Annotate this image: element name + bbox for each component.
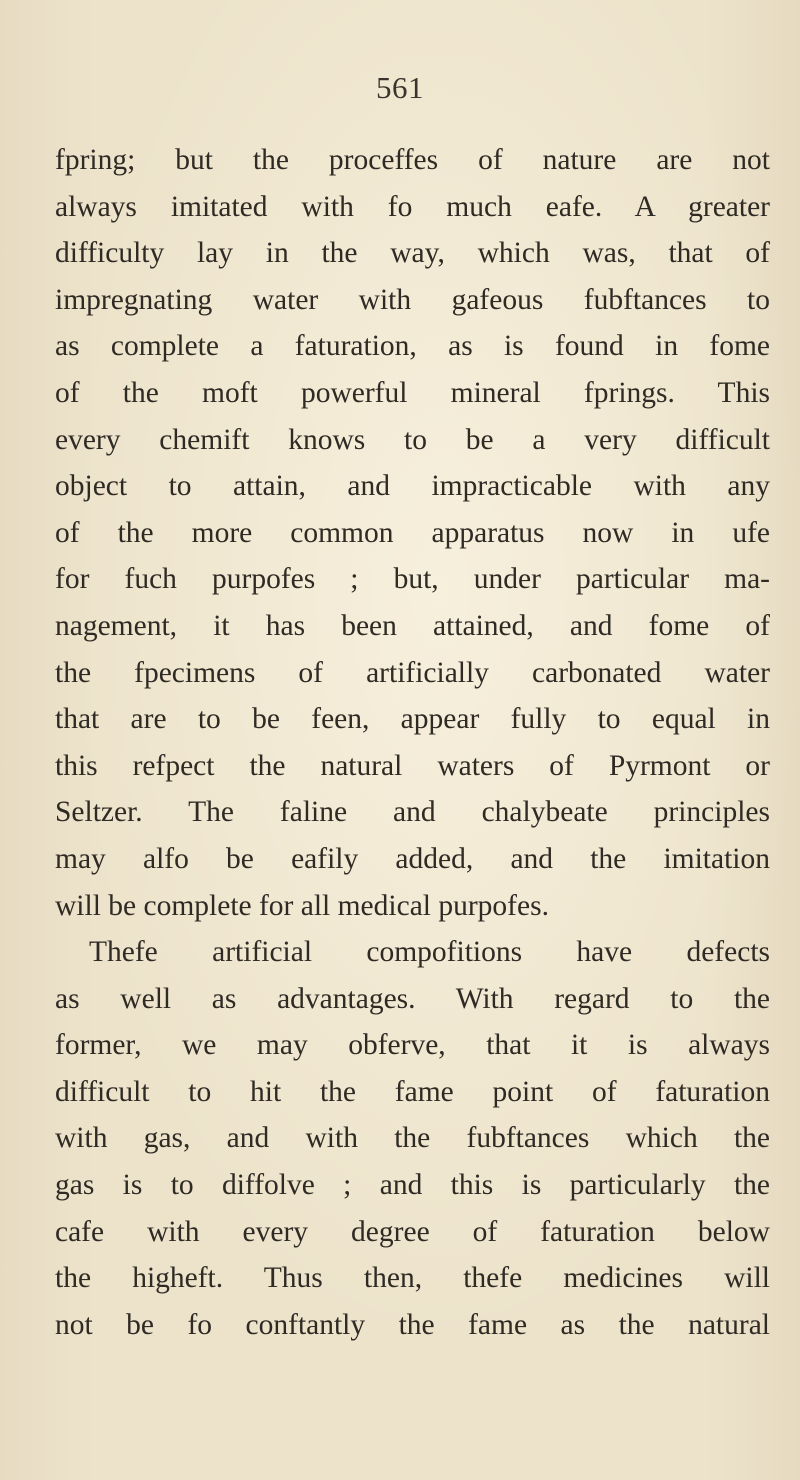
text-line: that are to be feen, appear fully to equal in [55,703,770,736]
text-line: as well as advantages. With regard to the [55,982,770,1015]
text-line: for fuch purpofes ; but, under particular ma- [55,563,770,596]
text-line: former, we may obferve, that it is always [55,1029,770,1062]
text-line: may alfo be eafily added, and the imitation [55,842,770,875]
text-line: fpring; but the proceffes of nature are not [55,144,770,176]
text-line: will be complete for all medical purpofes. [55,889,549,922]
text-line: difficulty lay in the way, which was, that of [55,237,770,270]
text-line: cafe with every degree of faturation below [55,1215,770,1248]
text-line: every chemift knows to be a very difficult [55,423,770,456]
paragraph-first-line: Thefe artificial compofitions have defects [89,936,770,969]
text-line: the fpecimens of artificially carbonated water [55,656,770,689]
text-line: not be fo conftantly the fame as the natural [55,1308,770,1341]
page-number: 561 [376,70,424,105]
text-line: Seltzer. The faline and chalybeate principles [55,796,770,829]
body-text [55,137,770,1348]
text-line: object to attain, and impracticable with any [55,470,770,503]
text-line: of the moft powerful mineral fprings. This [55,376,770,409]
text-line: difficult to hit the fame point of faturation [55,1075,770,1108]
text-line: the higheft. Thus then, thefe medicines will [55,1262,770,1295]
text-line: impregnating water with gafeous fubftances to [55,283,770,316]
text-line: this refpect the natural waters of Pyrmont or [55,749,770,782]
text-line: nagement, it has been attained, and fome of [55,609,770,642]
text-line: of the more common apparatus now in ufe [55,516,770,549]
text-line: gas is to diffolve ; and this is particularly the [55,1169,770,1202]
text-line: always imitated with fo much eafe. A greater [55,190,770,223]
text-line: with gas, and with the fubftances which the [55,1122,770,1155]
text-line: as complete a faturation, as is found in fome [55,330,770,363]
